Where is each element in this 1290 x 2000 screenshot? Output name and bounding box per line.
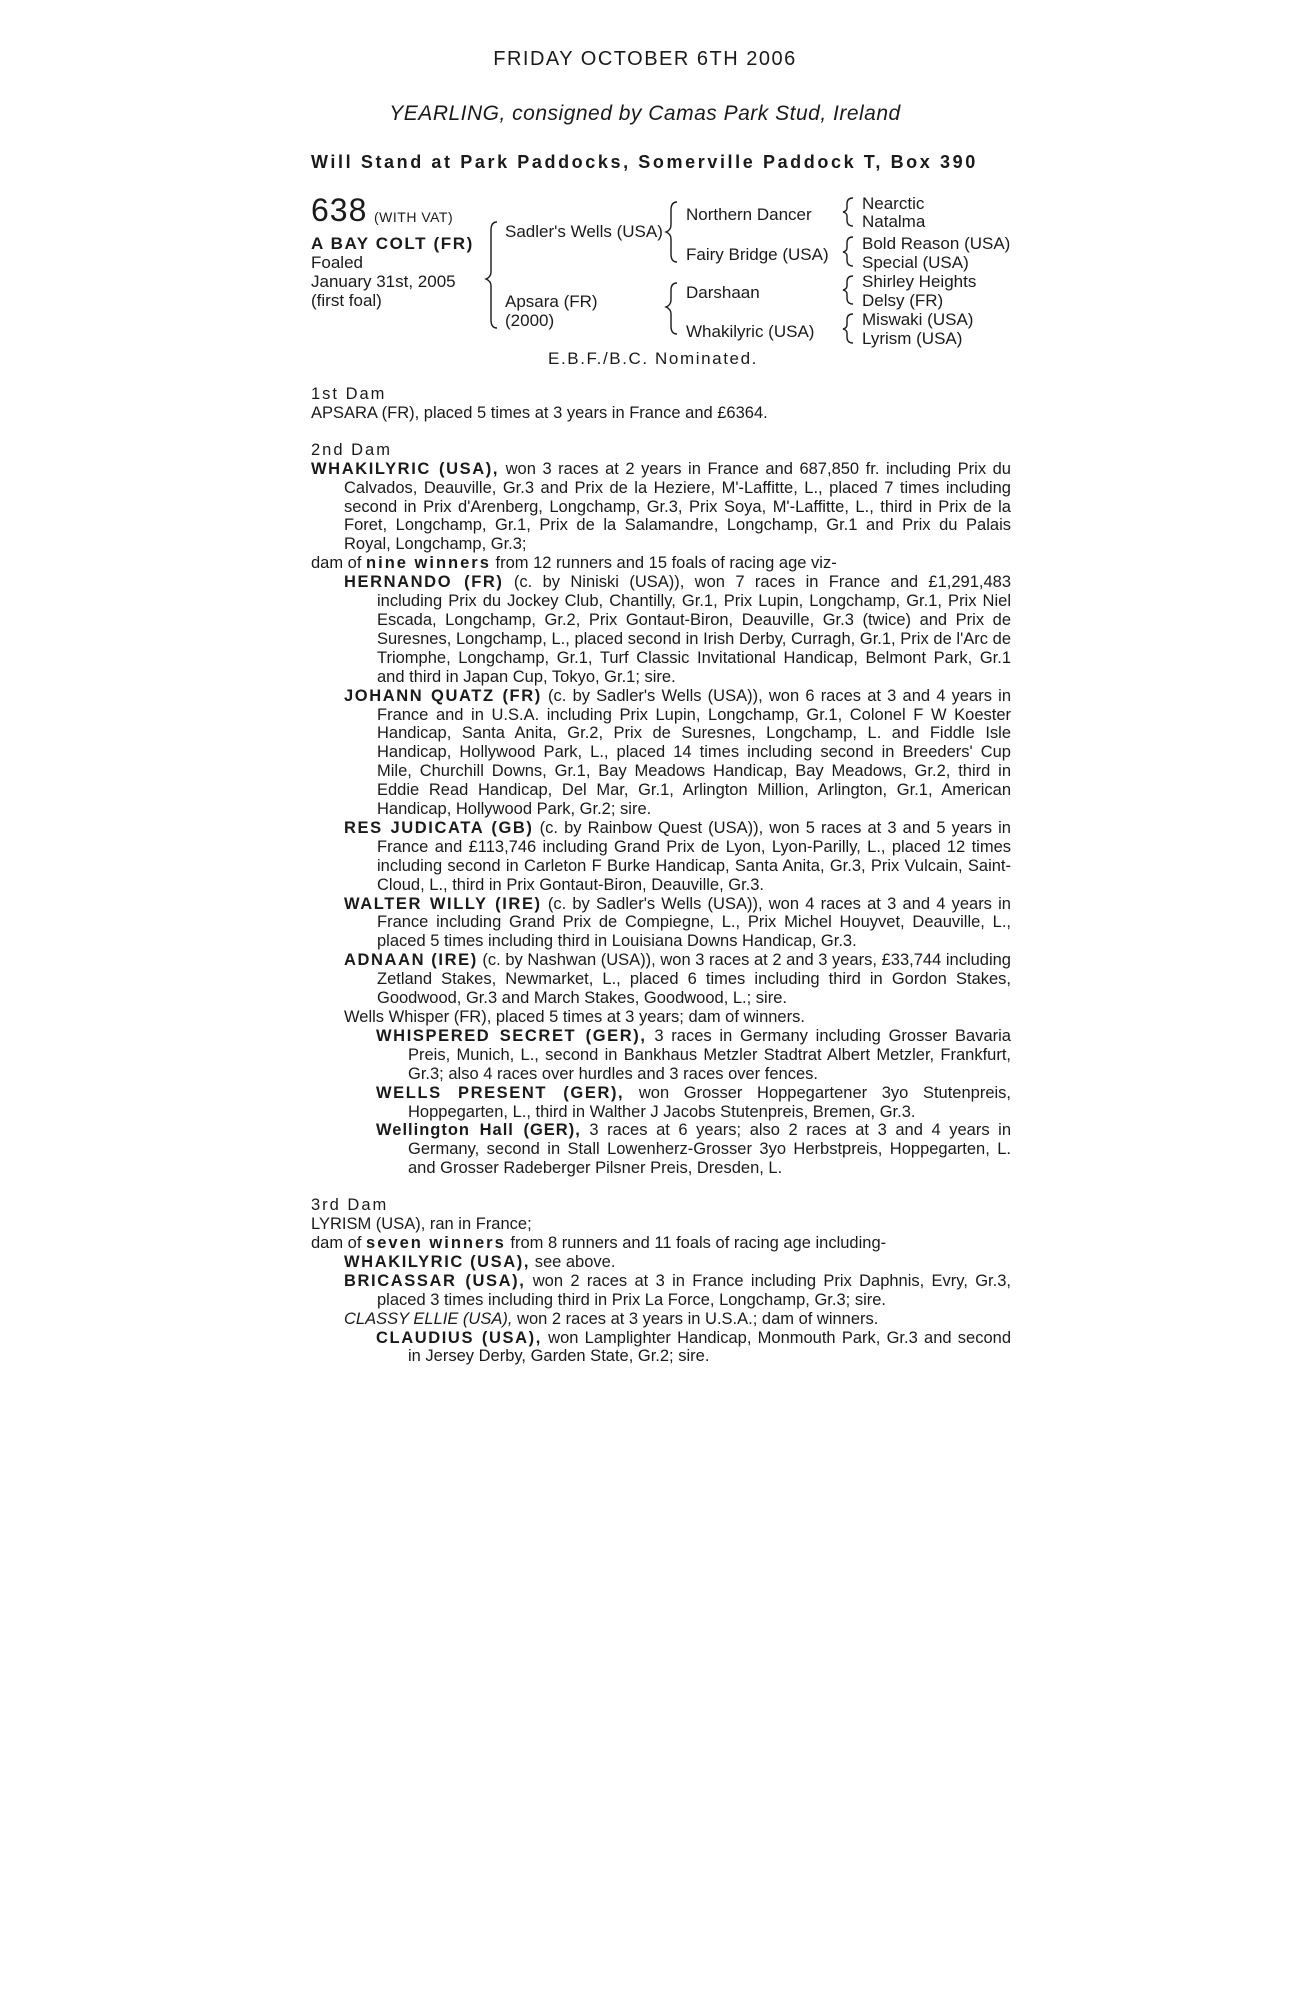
grand-progeny-entry bbox=[376, 1329, 1011, 1367]
progeny-record: (c. by Nashwan (USA)), won 3 races at 2 and 3 years, £33,744 including Zetland Stakes, Newmarket, L., placed 6 times including third in Gordon Stakes, Goodwood, Gr.3 and March Stakes, Goodwood, L.; sire. bbox=[377, 951, 1011, 1008]
produce-winners: nine winners bbox=[366, 554, 491, 573]
progeny-record: (c. by Sadler's Wells (USA)), won 6 races at 3 and 4 years in France and in U.S.A. including Prix Lupin, Longchamp, Gr.1, Colonel F W Koester Handicap, Santa Anita, Gr.2, Prix de Suresnes, Longchamp, L. and Fiddle Isle Handicap, Hollywood Park, L., placed 14 times including second in Breeders' Cup Mile, Churchill Downs, Gr.1, Bay Meadows Handicap, Bay Meadows, Gr.2, third in Eddie Read Handicap, Del Mar, Gr.1, Arlington Million, Arlington, Gr.1, American Handicap, Hollywood Park, Gr.2; sire. bbox=[377, 686, 1012, 819]
dam-name: Apsara (FR) bbox=[505, 292, 598, 311]
progeny-entry bbox=[344, 895, 1011, 952]
third-dam-line: LYRISM (USA), ran in France; bbox=[311, 1215, 532, 1234]
wells-whisper-entry: Wells Whisper (FR), placed 5 times at 3 years; dam of winners. bbox=[344, 1008, 805, 1026]
grand-progeny-name: WELLS PRESENT (GER), bbox=[376, 1083, 625, 1102]
ancestor-3: Bold Reason (USA) bbox=[862, 234, 1011, 253]
grand-progeny-entry bbox=[376, 1121, 1011, 1178]
grand-progeny-entry bbox=[376, 1084, 1011, 1122]
grand-progeny-record: 3 races in Germany including Grosser Bavaria Preis, Munich, L., second in Bankhaus Metzler Stadtrat Albert Metzler, Frankfurt, Gr.3; also 4 races over hurdles and 3 races over fences. bbox=[408, 1026, 1011, 1083]
first-dam-text: APSARA (FR), placed 5 times at 3 years in France and £6364. bbox=[311, 403, 768, 422]
foaled-date: January 31st, 2005 bbox=[311, 272, 456, 291]
progeny-name: WHAKILYRIC (USA), bbox=[344, 1252, 531, 1271]
foaled-label: Foaled bbox=[311, 253, 363, 272]
progeny-record: see above. bbox=[534, 1252, 616, 1271]
progeny-entry bbox=[344, 951, 1011, 1008]
progeny-name: RES JUDICATA (GB) bbox=[344, 818, 534, 837]
third-dam-produce bbox=[311, 1234, 1011, 1253]
progeny-entry bbox=[344, 573, 1011, 686]
progeny-entry bbox=[344, 1253, 1011, 1272]
produce-intro-a: dam of bbox=[311, 554, 362, 573]
second-dam-record bbox=[311, 460, 1011, 555]
progeny-entry bbox=[344, 819, 1011, 895]
produce-record bbox=[311, 385, 1011, 1366]
second-dam-heading: 2nd Dam bbox=[311, 440, 392, 459]
progeny-record: (c. by Sadler's Wells (USA)), won 4 races at 3 and 4 years in France including Grand Prix de Compiegne, L., Prix Michel Houyvet, Deauville, L., placed 5 times including third in Louisiana Downs Handicap, Gr.3. bbox=[377, 894, 1011, 951]
grand-progeny-name: WHISPERED SECRET (GER), bbox=[376, 1026, 647, 1045]
second-dam-race-record: won 3 races at 2 years in France and 687,850 fr. including Prix du Calvados, Deauville, Gr.3 and Prix de la Heziere, M'-Laffitte, L., placed 7 times including second in Prix d'Arenberg, Longchamp, Gr.3, Prix Soya, M'-Laffitte, L., third in Prix de la Foret, Longchamp, Gr.1, Prix de la Salamandre, Longchamp, Gr.1 and Prix du Palais Royal, Longchamp, Gr.3; bbox=[344, 459, 1011, 554]
stand-location: Will Stand at Park Paddocks, Somerville Paddock T, Box 390 bbox=[311, 152, 978, 172]
dam-year: (2000) bbox=[505, 311, 555, 330]
sire-name: Sadler's Wells (USA) bbox=[505, 222, 663, 241]
produce-intro-a: dam of bbox=[311, 1233, 362, 1252]
progeny-record: won 2 races at 3 in France including Prix Daphnis, Evry, Gr.3, placed 3 times including third in Prix La Force, Longchamp, Gr.3; sire. bbox=[377, 1271, 1011, 1309]
ancestor-1: Nearctic bbox=[862, 194, 925, 213]
vat-note: (WITH VAT) bbox=[374, 209, 454, 225]
lot-description: A BAY COLT (FR) bbox=[311, 234, 474, 253]
progeny-name: WALTER WILLY (IRE) bbox=[344, 894, 542, 913]
grand-progeny-record: won Lamplighter Handicap, Monmouth Park, Gr.3 and second in Jersey Derby, Garden State, Gr.2; sire. bbox=[408, 1328, 1011, 1366]
first-dam-heading: 1st Dam bbox=[311, 385, 387, 403]
grand-progeny-name: CLAUDIUS (USA), bbox=[376, 1328, 542, 1347]
nomination-note: E.B.F./B.C. Nominated. bbox=[548, 349, 758, 368]
sale-date: FRIDAY OCTOBER 6TH 2006 bbox=[493, 48, 797, 70]
dam-sire: Darshaan bbox=[686, 283, 760, 302]
grand-progeny-record: won Grosser Hoppegartener 3yo Stutenpreis, Hoppegarten, L., third in Walther J Jacobs Stutenpreis, Bremen, Gr.3. bbox=[408, 1083, 1011, 1121]
grand-progeny-record: 3 races at 6 years; also 2 races at 3 and 4 years in Germany, second in Stall Lowenherz-Grosser 3yo Herbstpreis, Hoppegarten, L. and Grosser Radeberger Pilsner Preis, Dresden, L. bbox=[408, 1121, 1011, 1178]
progeny-name: HERNANDO (FR) bbox=[344, 573, 504, 592]
progeny-entry bbox=[344, 1272, 1011, 1310]
produce-intro-c: from 12 runners and 15 foals of racing age viz- bbox=[495, 554, 837, 573]
progeny-name: ADNAAN (IRE) bbox=[344, 951, 478, 970]
second-dam-produce bbox=[311, 554, 1011, 573]
lot-number: 638 bbox=[311, 192, 368, 228]
produce-winners: seven winners bbox=[366, 1233, 506, 1252]
second-dam-name: WHAKILYRIC (USA), bbox=[311, 459, 500, 478]
ancestor-5: Shirley Heights bbox=[862, 272, 977, 291]
ancestor-2: Natalma bbox=[862, 212, 926, 231]
ancestor-7: Miswaki (USA) bbox=[862, 310, 974, 329]
grand-progeny-name: Wellington Hall (GER), bbox=[376, 1121, 581, 1140]
third-dam-heading: 3rd Dam bbox=[311, 1196, 389, 1215]
progeny-record: (c. by Rainbow Quest (USA)), won 5 races at 3 and 5 years in France and £113,746 including Grand Prix de Lyon, Lyon-Parilly, L., placed 12 times including second in Carleton F Burke Handicap, Santa Anita, Gr.3, Prix Vulcain, Saint-Cloud, L., third in Prix Gontaut-Biron, Deauville, Gr.3. bbox=[377, 818, 1011, 894]
produce-intro-c: from 8 runners and 11 foals of racing age including- bbox=[510, 1233, 887, 1252]
ancestor-8: Lyrism (USA) bbox=[862, 329, 963, 348]
sire-dam: Fairy Bridge (USA) bbox=[686, 245, 829, 264]
progeny-name: CLASSY ELLIE (USA), bbox=[344, 1309, 513, 1328]
ancestor-6: Delsy (FR) bbox=[862, 291, 944, 310]
consignor-line: YEARLING, consigned by Camas Park Stud, Ireland bbox=[389, 102, 901, 125]
progeny-name: JOHANN QUATZ (FR) bbox=[344, 686, 542, 705]
progeny-record: (c. by Niniski (USA)), won 7 races in France and £1,291,483 including Prix du Jockey Club, Chantilly, Gr.1, Prix Lupin, Longchamp, Gr.1, Prix Niel Escada, Longchamp, Gr.2, Prix Gontaut-Biron, Deauville, Gr.3 (twice) and Prix de Suresnes, Longchamp, L., placed second in Irish Derby, Curragh, Gr.1, Prix de l'Arc de Triomphe, Longchamp, Gr.1, Turf Classic Invitational Handicap, Belmont Park, Gr.1 and third in Japan Cup, Tokyo, Gr.1; sire. bbox=[377, 573, 1012, 686]
sire-sire: Northern Dancer bbox=[686, 205, 812, 224]
first-foal-note: (first foal) bbox=[311, 291, 382, 310]
ancestor-4: Special (USA) bbox=[862, 253, 969, 272]
progeny-name: BRICASSAR (USA), bbox=[344, 1271, 526, 1290]
progeny-record: won 2 races at 3 years in U.S.A.; dam of winners. bbox=[517, 1309, 879, 1328]
dam-dam: Whakilyric (USA) bbox=[686, 322, 815, 341]
progeny-entry bbox=[344, 1310, 1011, 1329]
grand-progeny-entry bbox=[376, 1027, 1011, 1084]
progeny-entry bbox=[344, 687, 1011, 819]
